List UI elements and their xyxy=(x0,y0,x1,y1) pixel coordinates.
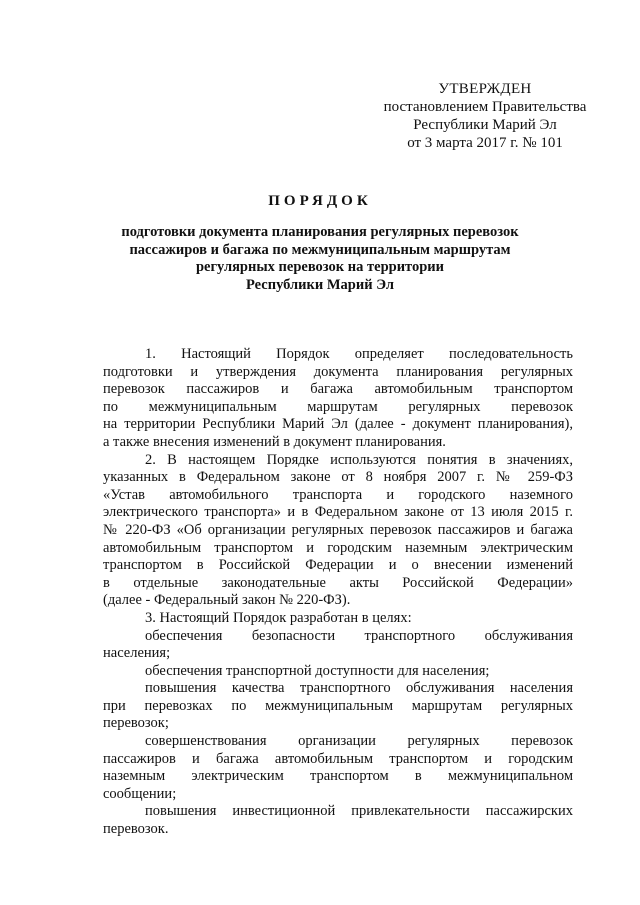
body-line: перевозок; xyxy=(103,715,169,732)
body-line: при перевозках по межмуниципальным маршрутам регулярных xyxy=(103,697,573,714)
body-line: совершенствования организации регулярных перевозок xyxy=(145,733,573,750)
body-line: сообщении; xyxy=(103,785,177,802)
body-line: наземным электрическим транспортом в межмуниципальном xyxy=(103,768,573,785)
document-title: ПОРЯДОК xyxy=(268,193,372,209)
body-line: обеспечения безопасности транспортного обслуживания xyxy=(145,627,573,644)
approval-line: Республики Марий Эл xyxy=(413,117,557,133)
body-line: а также внесения изменений в документ планирования. xyxy=(103,433,446,450)
body-line: перевозок пассажиров и багажа автомобильным транспортом xyxy=(103,381,573,398)
body-line: перевозок. xyxy=(103,821,169,838)
approval-line: постановлением Правительства xyxy=(383,99,587,115)
body-line: 2. В настоящем Порядке используются понятия в значениях, xyxy=(145,451,573,468)
body-line: электрического транспорта» и в Федеральном законе от 13 июля 2015 г. xyxy=(103,504,573,521)
body-line: 3. Настоящий Порядок разработан в целях: xyxy=(145,609,412,626)
approval-stamp xyxy=(360,80,610,152)
subtitle-line: подготовки документа планирования регулярных перевозок xyxy=(121,224,519,240)
subtitle-line: пассажиров и багажа по межмуниципальным маршрутам xyxy=(129,241,511,258)
body-line: № 220-ФЗ «Об организации регулярных перевозок пассажиров и багажа xyxy=(103,521,573,538)
body-line: на территории Республики Марий Эл (далее - документ планирования), xyxy=(103,416,573,433)
document-subtitle xyxy=(100,224,540,294)
body-line: обеспечения транспортной доступности для населения; xyxy=(145,662,490,679)
body-line: указанных в Федеральном законе от 8 ноября 2007 г. № 259-ФЗ xyxy=(103,469,573,486)
subtitle-line: Республики Марий Эл xyxy=(246,276,394,293)
body-line: в отдельные законодательные акты Российской Федерации» xyxy=(103,574,573,591)
subtitle-line: регулярных перевозок на территории xyxy=(195,259,445,275)
body-line: (далее - Федеральный закон № 220-ФЗ). xyxy=(103,592,351,609)
approval-date-line: от 3 марта 2017 г. № 101 xyxy=(407,135,563,151)
approval-heading: УТВЕРЖДЕН xyxy=(438,81,532,97)
body-line: населения; xyxy=(103,645,171,662)
body-line: транспортом в Российской Федерации и о внесении изменений xyxy=(103,557,573,574)
body-line: 1. Настоящий Порядок определяет последовательность xyxy=(145,346,573,362)
body-line: повышения инвестиционной привлекательности пассажирских xyxy=(145,803,573,820)
body-line: автомобильным транспортом и городским наземным электрическим xyxy=(103,539,573,556)
document-body xyxy=(103,346,573,839)
body-line: пассажиров и багажа автомобильным транспортом и городским xyxy=(103,750,573,767)
body-line: повышения качества транспортного обслуживания населения xyxy=(145,680,573,697)
body-line: по межмуниципальным маршрутам регулярных перевозок xyxy=(103,398,573,415)
body-line: подготовки и утверждения документа планирования регулярных xyxy=(103,363,573,380)
body-line: «Устав автомобильного транспорта и городского наземного xyxy=(103,486,573,503)
